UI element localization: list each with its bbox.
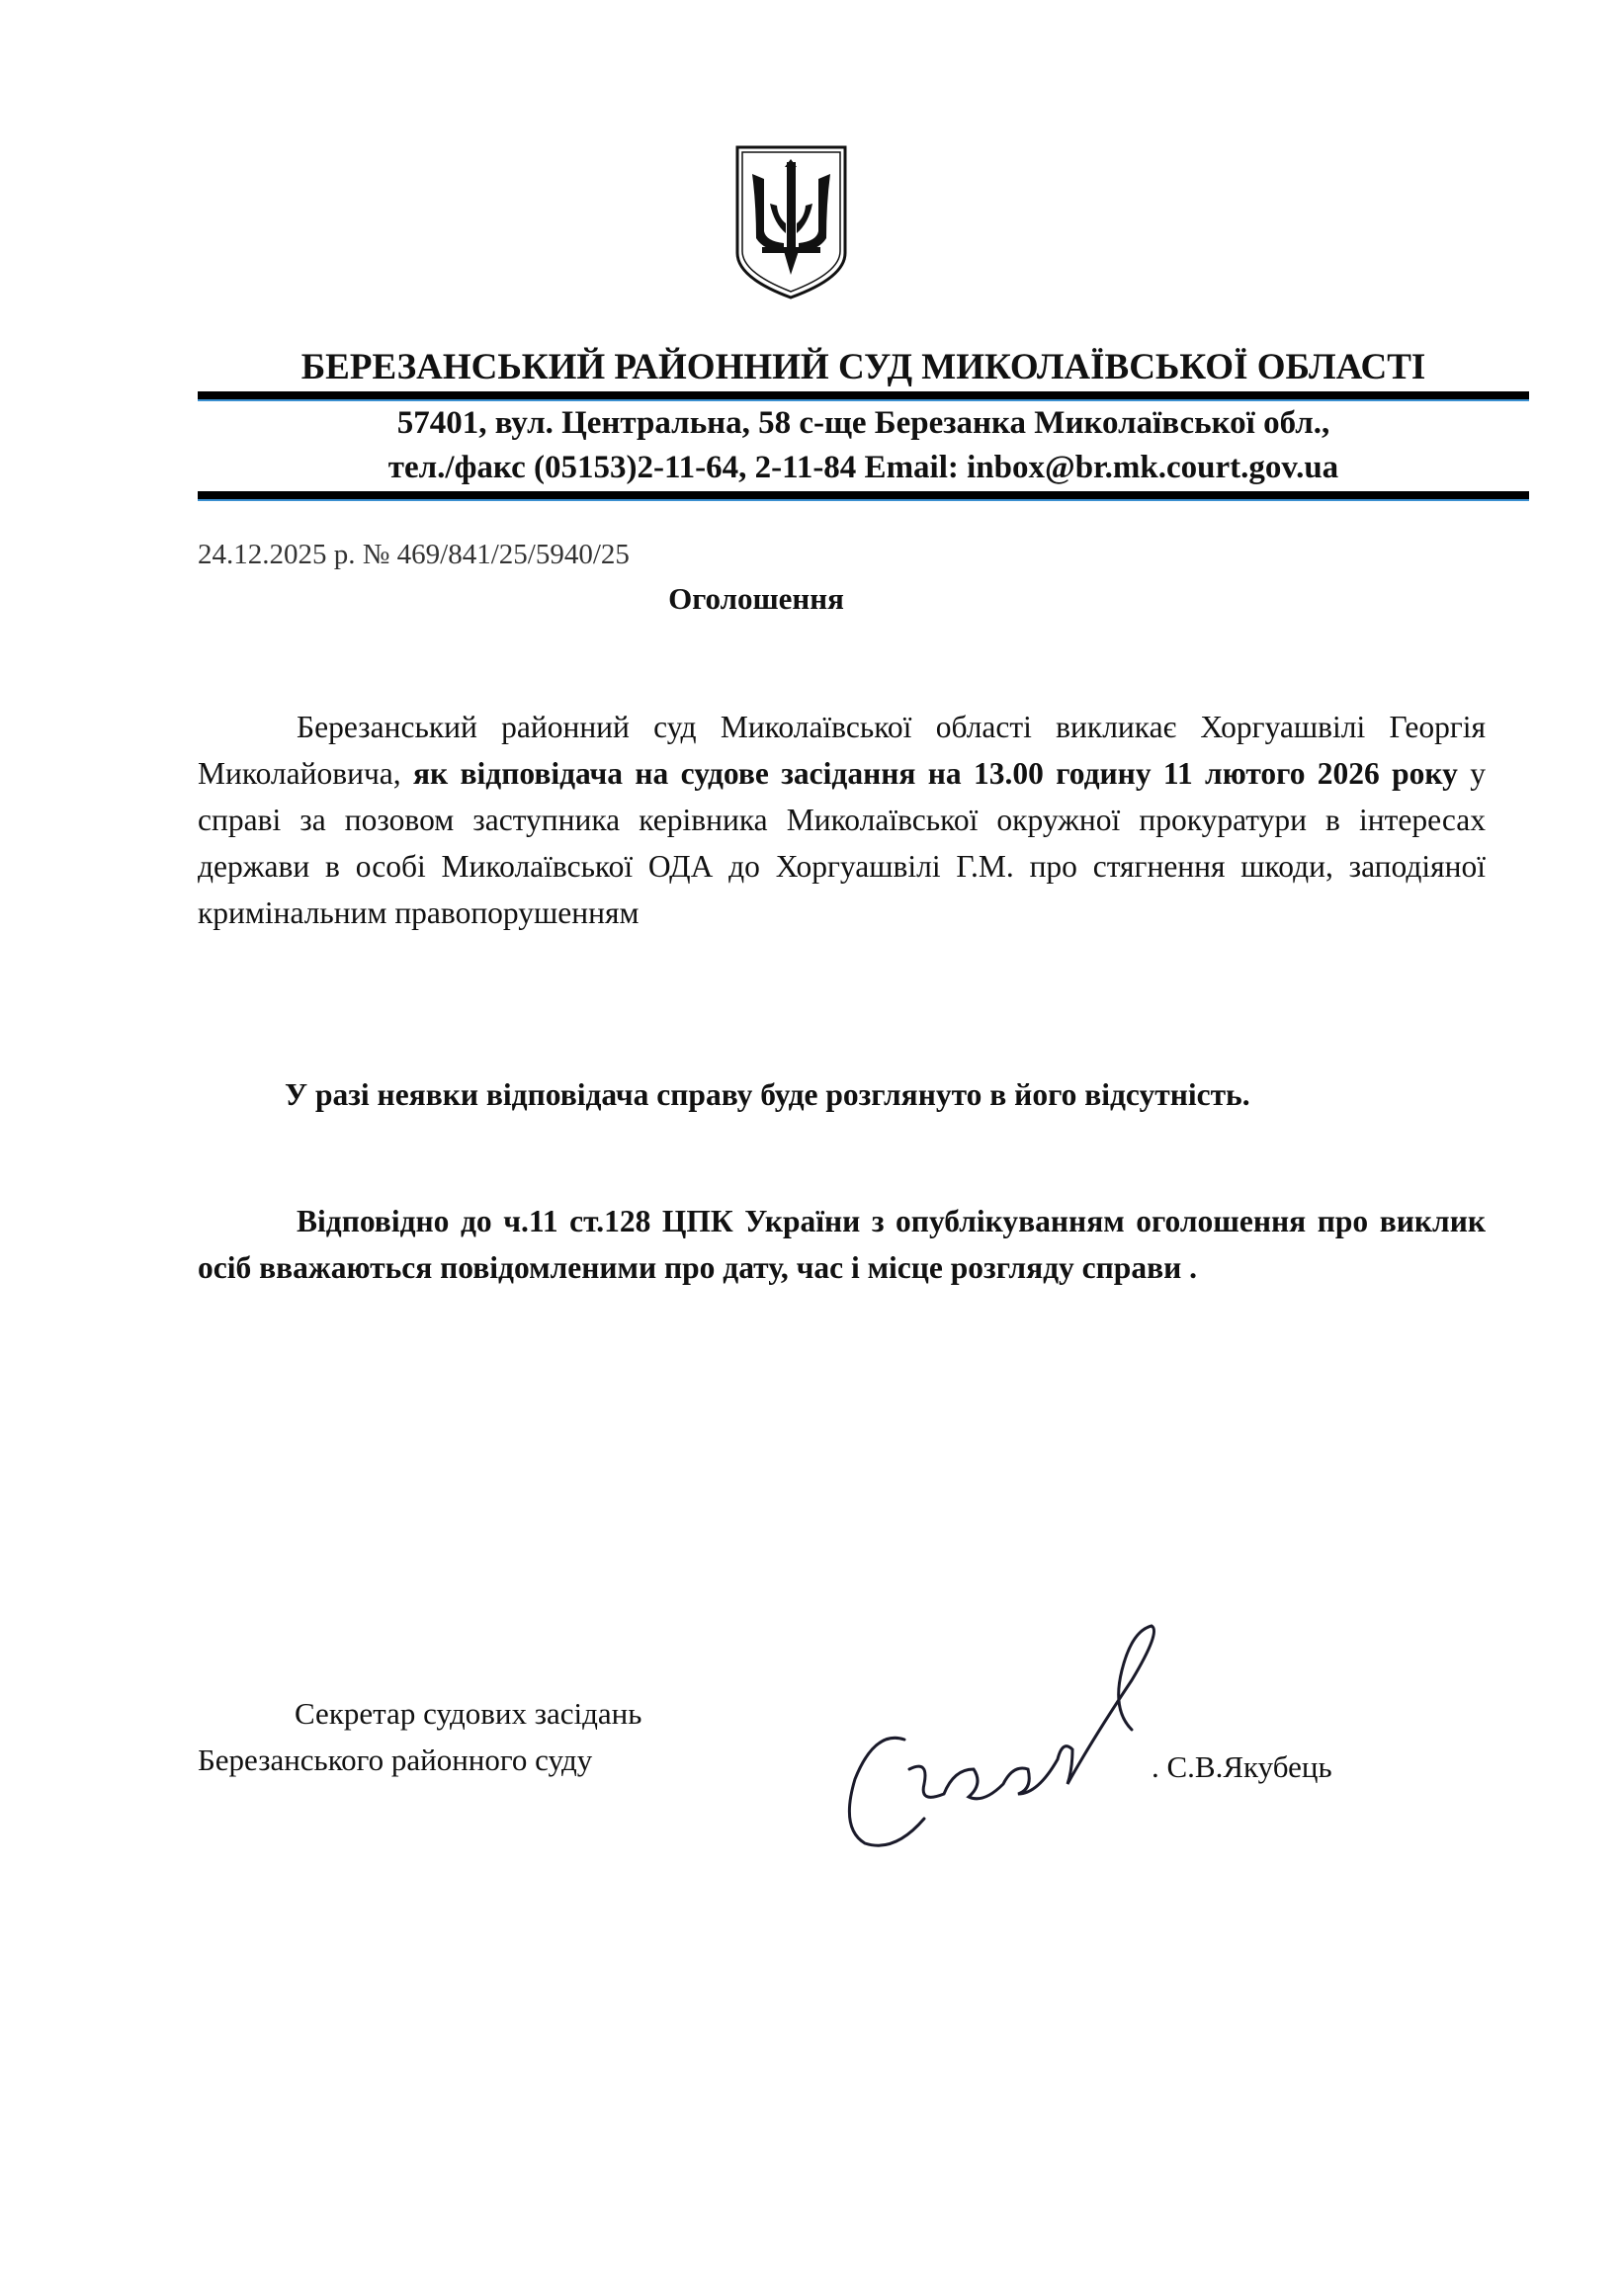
ukraine-trident-icon <box>734 144 848 300</box>
absence-notice: У разі неявки відповідача справу буде розглянуто в його відсутність. <box>285 1077 1250 1112</box>
legal-notice: Відповідно до ч.11 ст.128 ЦПК України з опублікуванням оголошення про виклик осіб вважаються повідомленими про дату, час і місце розгляду справи . <box>198 1204 1486 1285</box>
court-contacts: тел./факс (05153)2-11-64, 2-11-84 Email: inbox@br.mk.court.gov.ua <box>387 450 1339 485</box>
court-name: БЕРЕЗАНСЬКИЙ РАЙОННИЙ СУД МИКОЛАЇВСЬКОЇ ОБЛАСТІ <box>300 347 1426 387</box>
signatory-position: Секретар судових засідань <box>295 1696 642 1731</box>
court-address: 57401, вул. Центральна, 58 с-ще Березанка Миколаївської обл., <box>396 405 1330 441</box>
signatory-name: . С.В.Якубець <box>1152 1749 1332 1784</box>
summons-text: Березанський районний суд Миколаївської області викликає Хоргуашвілі Георгія Миколайовича, <box>198 710 1486 791</box>
document-date-number: 24.12.2025 р. № 469/841/25/5940/25 <box>198 539 630 570</box>
header-divider <box>198 391 1529 401</box>
signatory-court: Березанського районного суду <box>198 1743 593 1777</box>
handwritten-signature <box>835 1621 1181 1853</box>
header-divider <box>198 491 1529 501</box>
document-title: Оголошення <box>668 581 844 616</box>
case-description: у справі за позовом заступника керівника Миколаївської окружної прокуратури в інтересах держави в особі Миколаївської ОДА до Хоргуашвілі Г.М. про стягнення шкоди, заподіяної кримінальним правопорушенням <box>198 756 1486 930</box>
summons-paragraph <box>198 704 1486 936</box>
hearing-details: як відповідача на судове засідання на 13.00 годину 11 лютого 2026 року <box>413 756 1458 791</box>
